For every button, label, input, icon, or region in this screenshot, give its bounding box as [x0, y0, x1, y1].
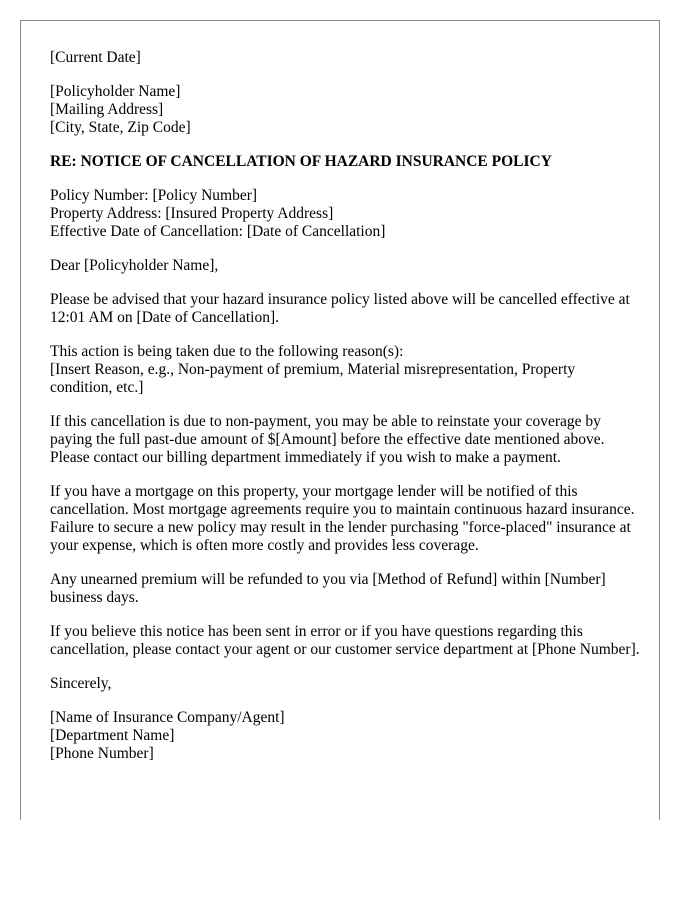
signature-phone: [Phone Number]: [50, 745, 154, 762]
letter-body: [50, 49, 640, 779]
salutation-block: [50, 257, 640, 275]
letter-page: [20, 20, 660, 820]
property-address: Property Address: [Insured Property Address]: [50, 205, 334, 222]
closing-block: [50, 675, 640, 693]
refund-paragraph: Any unearned premium will be refunded to you via [Method of Refund] within [Number] business days.: [50, 571, 606, 606]
policy-number: Policy Number: [Policy Number]: [50, 187, 258, 204]
reason-paragraph: [50, 343, 640, 397]
reinstatement-paragraph: If this cancellation is due to non-payment, you may be able to reinstate your coverage by paying the full past-due amount of $[Amount] before the effective date mentioned above. Please contact our billing department immediately if you wish to make a payment.: [50, 413, 605, 466]
cancellation-paragraph: Please be advised that your hazard insurance policy listed above will be cancelled effective at 12:01 AM on [Date of Cancellation].: [50, 291, 630, 326]
signature-block: [50, 709, 640, 763]
recipient-city: [City, State, Zip Code]: [50, 119, 191, 136]
subject-line: RE: NOTICE OF CANCELLATION OF HAZARD INSURANCE POLICY: [50, 153, 552, 170]
reason-detail: [Insert Reason, e.g., Non-payment of premium, Material misrepresentation, Property condition, etc.]: [50, 361, 576, 396]
effective-date: Effective Date of Cancellation: [Date of Cancellation]: [50, 223, 386, 240]
signature-company: [Name of Insurance Company/Agent]: [50, 709, 285, 726]
reason-intro: This action is being taken due to the following reason(s):: [50, 343, 404, 360]
salutation: Dear [Policyholder Name],: [50, 257, 219, 274]
mortgage-paragraph: If you have a mortgage on this property, your mortgage lender will be notified of this cancellation. Most mortgage agreements require you to maintain continuous hazard insurance. Failure to secure a new policy may result in the lender purchasing "force-placed" insurance at your expense, which is often more costly and provides less coverage.: [50, 483, 635, 554]
recipient-block: [50, 83, 640, 137]
recipient-address: [Mailing Address]: [50, 101, 164, 118]
signature-department: [Department Name]: [50, 727, 175, 744]
recipient-name: [Policyholder Name]: [50, 83, 181, 100]
policy-details-block: [50, 187, 640, 241]
contact-paragraph: If you believe this notice has been sent in error or if you have questions regarding this cancellation, please contact your agent or our customer service department at [Phone Number].: [50, 623, 640, 658]
closing: Sincerely,: [50, 675, 112, 692]
current-date: [Current Date]: [50, 49, 141, 66]
date-block: [50, 49, 640, 67]
